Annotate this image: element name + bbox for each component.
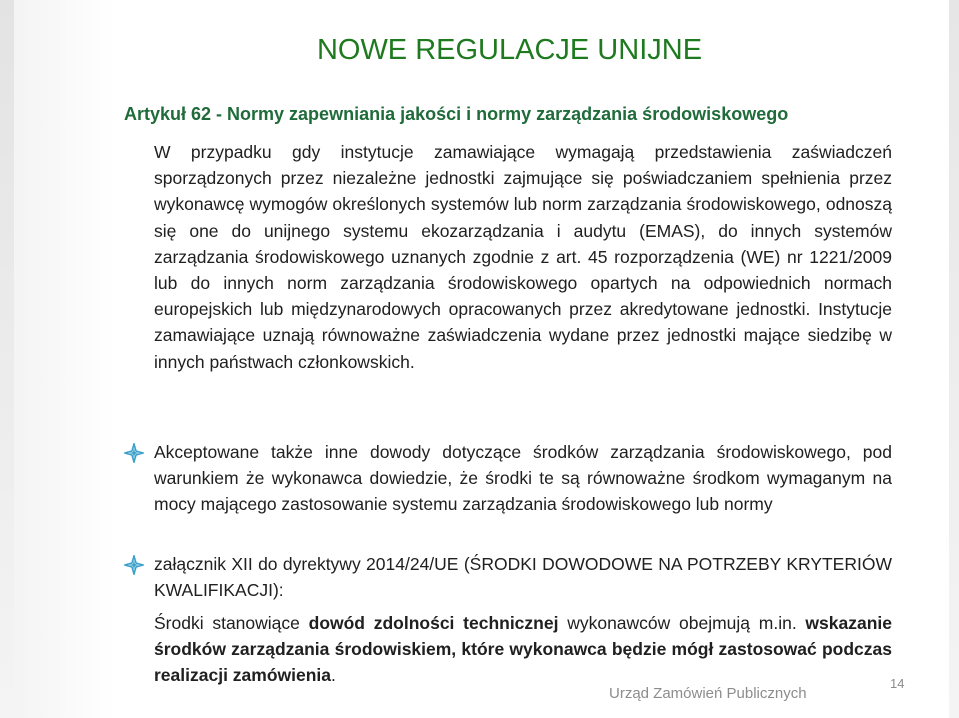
slide-title: NOWE REGULACJE UNIJNE — [316, 34, 703, 66]
article-paragraph: W przypadku gdy instytucje zamawiające wymagają przedstawienia zaświadczeń sporządzonych przez niezależne jednostki zajmujące się poświadczaniem spełnienia przez wykonawcę wymogów określonych systemów lub norm zarządzania środowiskowego, odnoszą się one do unijnego systemu ekozarządzania i audytu (EMAS), do innych systemów zarządzania środowiskowego uznanych zgodnie z art. 45 rozporządzenia (WE) nr 1221/2009 lub do innych norm zarządzania środowiskowego opartych na odpowiednich normach europejskich lub międzynarodowych opracowanych przez akredytowane jednostki. Instytucje zamawiające uznają równoważne zaświadczenia wydane przez jednostki mające siedzibę w innych państwach członkowskich. — [154, 142, 892, 372]
right-decor-stripe — [949, 0, 959, 718]
diamond-star-bullet-icon — [124, 555, 144, 575]
closing-bold-phrase: wskazanie środków zarządzania środowiskiem, które wykonawca będzie mógł zastosować podczas realizacji zamówienia — [154, 613, 892, 686]
page-number: 14 — [890, 676, 905, 691]
left-decor-stripe — [0, 0, 14, 718]
footer-organization: Urząd Zamówień Publicznych — [609, 685, 807, 702]
closing-paragraph — [154, 610, 892, 689]
closing-bold-phrase: dowód zdolności technicznej — [308, 613, 559, 633]
closing-text-part: Środki stanowiące — [154, 613, 309, 633]
bullet-text: Akceptowane także inne dowody dotyczące środków zarządzania środowiskowego, pod warunkiem że wykonawca dowiedzie, że środki te są równoważne środkom wymaganym na mocy mającego zastosowanie systemu zarządzania środowiskowego lub normy — [154, 442, 892, 514]
bullet-text: załącznik XII do dyrektywy 2014/24/UE (ŚRODKI DOWODOWE NA POTRZEBY KRYTERIÓW KWALIFIKACJI): — [154, 554, 892, 600]
diamond-star-bullet-icon — [124, 443, 144, 463]
closing-text-part: wykonawców obejmują m.in. — [558, 613, 806, 633]
closing-text-part: . — [331, 665, 336, 686]
article-heading: Artykuł 62 - Normy zapewniania jakości i normy zarządzania środowiskowego — [124, 104, 789, 124]
